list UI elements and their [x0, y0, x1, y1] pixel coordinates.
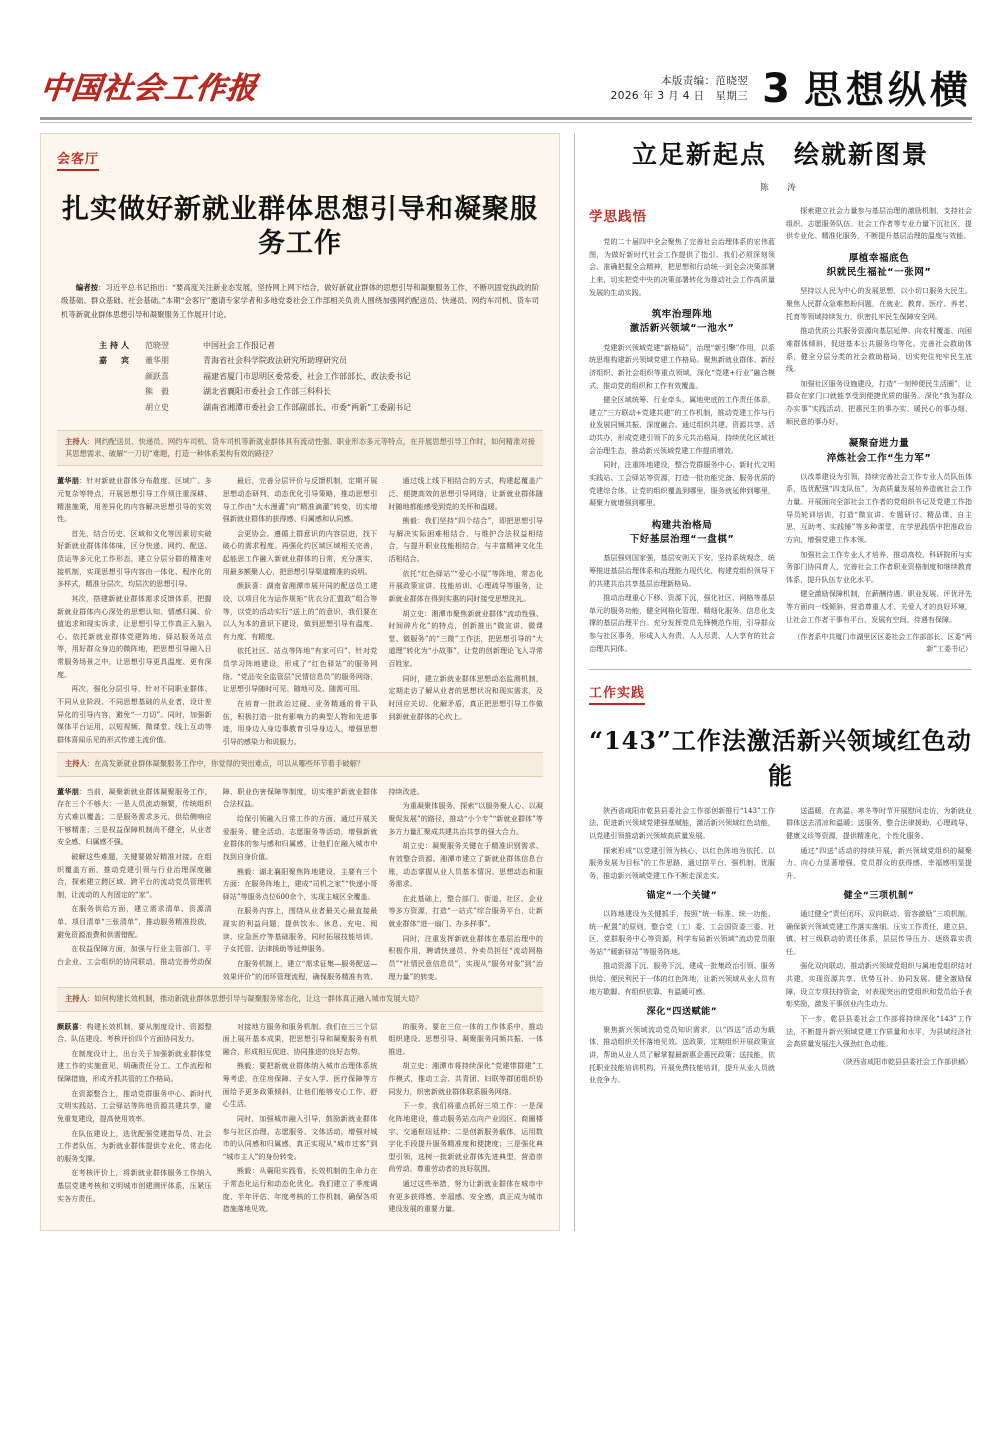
answer-paragraph: 在队伍建设上，选优配强党建指导员、社会工作者队伍，为新就业群体提供专业化、常态化的服务支撑。: [57, 1128, 212, 1163]
article-1-subhead-3: [786, 252, 972, 281]
answer-paragraph: 胡立史：湘潭市将持续深化“党建带群建”工作模式，推动工会、共青团、妇联等群团组织协同发力，织密新就业群体联系服务网络。: [388, 1061, 543, 1096]
subhead-line2: 激活新兴领域“一池水”: [629, 323, 735, 335]
roster-desc: 湖南省湘潭市委社会工作部副部长、市委“两新”工委副书记: [203, 402, 412, 412]
answer-paragraph: 同时，建立新就业群体思想动态监测机制，定期走访了解从业者的思想状况和现实需求，及时回应关切、化解矛盾，真正把思想引导工作做到新就业群体的心坎上。: [388, 673, 543, 721]
article-2-attribution: （陕西省咸阳市乾县县委社会工作部供稿）: [839, 1057, 972, 1066]
article-2-body: [589, 805, 972, 1087]
masthead-rule-thin: [40, 122, 972, 123]
editor-note-text: ：习近平总书记指出：“要高度关注新业态发展，坚持网上网下结合，做好新就业群体的思想引导和凝聚服务工作，不断巩固党执政的阶级基础、群众基础、社会基础。”本期“会客厅”邀请专家学者和多地党委社会工作部相关负责人围绕加强网约配送员、快递员、网约车司机、货车司机等新就业群体思想引导和凝聚服务工作展开讨论。: [61, 282, 539, 319]
roster: [99, 338, 543, 416]
article-2-subhead-1: 锚定“一个关键”: [646, 891, 718, 902]
roster-desc: 湖北省襄阳市委社会工作部三科科长: [203, 387, 331, 397]
answer-paragraph: 熊毅：从襄阳实践看，长效机制的生命力在于常态化运行和动态化优化。我们建立了季度调度、半年评估、年度考核的工作机制，确保各项措施落地见效。: [222, 1166, 378, 1214]
article-1-subhead-2: [589, 519, 775, 548]
answer-paragraph: 下一步，我们将重点抓好三项工作：一是深化阵地建设，推动服务站点向产业园区、商圈楼宇、交通枢纽延伸；二是创新服务载体，运用数字化手段提升服务精准度和便捷度；三是强化典型引领，选树一批新就业群体先进典型，营造崇尚劳动、尊重劳动者的良好氛围。: [388, 1101, 543, 1174]
roster-row: [99, 384, 543, 400]
question-label-3: 主持人: [65, 994, 87, 1004]
editor-note: [61, 281, 539, 322]
answer-paragraph: 通过这些举措，努力让新就业群体在城市中有更多获得感、幸福感、安全感，真正成为城市建设发展的重要力量。: [388, 1179, 543, 1214]
roster-row: [99, 369, 543, 385]
roster-name: 董华朋: [145, 356, 169, 366]
masthead-rule: [40, 117, 972, 120]
answer-paragraph: 熊毅：我们坚持“四个结合”，即把思想引导与解决实际困难相结合，与维护合法权益相结合，与提升职业技能相结合，与丰富精神文化生活相结合。: [388, 516, 543, 564]
article-2-intro: 探索形成“以党建引领为核心、以红色阵地为依托、以服务发展为目标”的工作思路，通过搭平台、强机制、优服务，推动新兴领域党建工作不断走深走实。: [589, 845, 775, 880]
answer-paragraph: 破解这些难题，关键要做好精准对接。在组织覆盖方面，推动党建引领与行业治理深度融合，探索建立跨区域、跨平台的流动党员管理机制，让流动的人有固定的“家”。: [57, 851, 212, 899]
article-2-subhead-3: 健全“三项机制”: [843, 891, 915, 902]
right-column: [589, 133, 972, 1231]
roster-row: [99, 353, 543, 369]
roster-name: 熊 毅: [145, 387, 169, 397]
article-1-paragraph: 加强社会工作专业人才培养，推动高校、科研院所与实务部门协同育人，完善社会工作者职业资格制度和继续教育体系，提升队伍专业化水平。: [786, 549, 972, 584]
subhead-line2: 织就民生福祉“一张网”: [826, 267, 932, 279]
question-label-2: 主持人: [65, 759, 87, 769]
answer-paragraph: 熊毅：湖北襄阳聚焦阵地建设，主要有三个方面：在服务阵地上，建成“司机之家”“快递小哥驿站”等服务点位600余个，实现主城区全覆盖。: [222, 866, 378, 901]
feature-title: 扎实做好新就业群体思想引导和凝聚服务工作: [62, 194, 538, 259]
column-divider: [574, 133, 575, 1231]
answer-paragraph: 在制度设计上，出台关于加强新就业群体党建工作的实施意见，明确责任分工、工作流程和保障措施，形成齐抓共管的工作格局。: [57, 1048, 212, 1084]
article-1-subhead-4: [786, 437, 972, 466]
masthead-meta: [611, 74, 748, 108]
answer-paragraph: 在培育一批政治过硬、业务精通的骨干队伍，积极打造一批有影响力的典型人物和先进事迹，用身边人身边事教育引导身边人，增强思想引导的感染力和说服力。: [222, 698, 378, 746]
speaker-name: 董华朋: [57, 476, 80, 486]
answer-paragraph: 依托“红色驿站”“爱心小屋”等阵地，常态化开展政策宣讲、技能培训、心理疏导等服务，让新就业群体在得到实惠的同时接受思想洗礼。: [388, 568, 543, 603]
article-2-intro: 陕西省咸阳市乾县县委社会工作部创新推行“143”工作法，促进新兴领域党建强基赋能，激活新兴领域红色动能，以党建引领推动新兴领域高质量发展。: [589, 805, 775, 840]
date-line: 2026 年 3 月 4 日 星期三: [610, 89, 749, 102]
answer-paragraph: 在权益保障方面，加强与行业主管部门、平台企业、工会组织的协同联动，推动完善劳动保障、职业伤害保障等制度，切实维护新就业群体合法权益。: [57, 786, 378, 966]
answer-paragraph: 颜跃喜：湖南省湘潭市展开同的配送员工建设，以项目化为运作规矩“优衣分汇盟政”组合等等，以党的活动实行“送上的”的意识，我们要在以人为本的意识下建设，做到思想引导有温度、有力度、有精度。: [222, 581, 378, 641]
article-2-paragraph: 以阵地建设为关键抓手，按照“统一标准、统一功能、统一配置”的原则，整合党（工）委、工会国资委三委、社区、党群服务中心等资源，科学布局新兴领域“流动党员服务站”“暖新驿站”等服务阵地。: [589, 908, 775, 956]
article-1-title: 立足新起点 绘就新图景: [631, 140, 929, 169]
article-2-paragraph: 推动资源下沉、服务下沉，建成一批集政治引领、服务供给、便民利民于一体的红色阵地，让新兴领域从业人员有地方歇脚、有组织依靠、有温暖可感。: [589, 961, 775, 996]
left-column: [40, 133, 560, 1231]
question-bar-1: [57, 430, 543, 467]
subhead-line2: 淬炼社会工作“生力军”: [826, 452, 932, 464]
article-1-intro: 党的二十届四中全会聚焦了完善社会治理体系的宏伟蓝图，为做好新时代社会工作提供了指引。我们必须深刻领会、准确把握全会精神，把思想和行动统一到全会决策部署上来，切实把党中央的决策部署转化为推动社会工作高质量发展的生动实践。: [589, 237, 775, 297]
label-xuesijianwu: 学思践悟: [589, 209, 647, 225]
subhead-line1: 构建共治格局: [651, 519, 713, 531]
answer-paragraph: 会更协会。遵循上群意识的内容层进，找下破心的需求程度。再强化约区域区域相关完善，起能思工作融入新就业群体的日常，充分落实，用最多额聚人心，把思想引导渠道精准的说明。: [222, 528, 378, 576]
article-2-title: “143”工作法激活新兴领域红色动能: [589, 725, 972, 790]
newspaper-page: [0, 46, 1000, 1456]
answer-text: ：构建长效机制，要从制度设计、资源整合、队伍建设、考核评价四个方面协同发力。: [57, 1021, 212, 1044]
answer-paragraph: 其次，搭建新就业群体需求反馈体系，把握新就业群体内心深处的思想认知、情感归属、价值追求和现实诉求，让思想引导工作真正入脑入心。依托新就业群体党建阵地、驿站服务站点等，用好群众身边的微阵地，把思想引导融入日常服务场景之中，让思想引导更具温度、更有深度。: [57, 593, 212, 679]
answer-paragraph: 在考核评价上，将新就业群体服务工作纳入基层党建考核和文明城市创建测评体系，压紧压实各方责任。: [57, 1168, 212, 1203]
editor-note-label: 编者按: [75, 282, 99, 292]
article-1-paragraph: 健全激励保障机制，在薪酬待遇、职业发展、评优评先等方面向一线倾斜，营造尊重人才、关爱人才的良好环境，让社会工作者干事有平台、发展有空间、待遇有保障。: [786, 589, 972, 624]
article-1-paragraph: 探索建立社会力量参与基层治理的激励机制，支持社会组织、志愿服务队伍、社会工作者等专业力量下沉社区，提供专业化、精准化服务，不断提升基层治理的温度与效能。: [786, 206, 972, 241]
section-tag-huiketing: 会客厅: [57, 148, 99, 171]
answer-text: ：针对新就业群体分布散度、区域广、多元复杂等特点，开展思想引导工作须注重深耕、精准施策，用差异化的内容解决思想引导的实效性。: [57, 476, 212, 524]
article-1-paragraph: 加强社区服务设施建设，打造“一刻钟便民生活圈”，让群众在家门口就能享受到便捷优质的服务。深化“我为群众办实事”实践活动，把惠民生的事办实、暖民心的事办细、顺民意的事办好。: [786, 378, 972, 426]
article-2-paragraph: 聚焦新兴领域流动党员知识需求，以“四送”活动为载体，推动组织关怀落地见效。送政策，定期组织开展政策宣讲，帮助从业人员了解掌握最新惠企惠民政策；送技能，依托职业技能培训机构，开展免费技能培训，提升从业人员就业竞争力。: [589, 1024, 775, 1085]
feature-box: [40, 133, 560, 1231]
article-1-paragraph: 推动治理重心下移、资源下沉，强化社区、网格等基层单元的服务功能，健全网格化管理、精细化服务、信息化支撑的基层治理平台。充分发挥党员先锋模范作用，引导群众参与社区事务，形成人人有责、人人尽责、人人享有的社会治理共同体。: [589, 593, 775, 653]
answer-paragraph: 对接地方服务和服务机制。我们在三三个层面上展开基本成果，把思想引导和凝聚服务有机融合，形成相互促进、协同推进的良好态势。: [222, 1021, 378, 1056]
answer-paragraph: 胡立史：湘潭市聚焦新就业群体“流动性强、时间碎片化”的特点，创新推出“微宣讲、微课堂、微服务”的“三微”工作法，把思想引导的“大道理”转化为“小故事”，让党的创新理论飞入寻常百姓家。: [388, 608, 543, 669]
answer-paragraph: 胡立史：凝聚服务关键在于精准识别需求、有效整合资源。湘潭市建立了新就业群体信息台账，动态掌握从业人员基本情况、思想动态和服务需求。: [388, 841, 543, 889]
article-2-paragraph: 下一步，乾县县委社会工作部将持续深化“143”工作法，不断提升新兴领域党建工作质量和水平，为县域经济社会高质量发展注入强劲红色动能。: [786, 1013, 972, 1049]
answers-block-3: [57, 1021, 543, 1216]
speaker-name: 颜跃喜: [57, 1021, 80, 1031]
answer-paragraph: 最后，完善分层评价与反馈机制，定期开展思想动态研判，动态优化引导策略，推动思想引导工作由“大水漫灌”向“精准滴灌”转变，切实增强新就业群体的获得感、归属感和认同感。: [222, 476, 378, 524]
answer-paragraph: 熊毅：要把新就业群体纳入城市治理体系统筹考虑，在住房保障、子女入学、医疗保障等方面给予更多政策倾斜，让他们能够安心工作、舒心生活。: [222, 1061, 378, 1109]
speaker-name: 董华朋: [57, 786, 80, 796]
paper-logo: 中国社会工作报: [38, 71, 260, 106]
roster-role: 嘉 宾: [99, 355, 132, 366]
masthead: [38, 46, 972, 112]
article-2-paragraph: 强化双向联动，推动新兴领域党组织与属地党组织结对共建，实现资源共享、优势互补、协同发展。健全激励保障，设立专项扶持资金，对表现突出的党组织和党员给予表彰奖励，激发干事创业内生动力。: [786, 961, 972, 1009]
roster-row: [99, 400, 543, 416]
article-2-paragraph: 送温暖，在高温、寒冬等时节开展慰问走访，为新就业群体送去清凉和温暖；送服务，整合法律援助、心理疏导、健康义诊等资源，提供精准化、个性化服务。: [786, 805, 972, 840]
article-divider: [589, 669, 972, 670]
roster-name: 颜跃喜: [145, 371, 169, 381]
roster-name: 范晓翌: [145, 340, 169, 350]
question-text-2: ：在高发新就业群体凝聚服务工作中，你觉得的突出难点，可以从哪些环节着手破解？: [86, 759, 365, 769]
answer-text: ：当前，凝聚新就业群体凝聚服务工作，存在三个不够大：一是人员流动频繁，传统组织方式难以覆盖；二是服务需求多元，供给侧响应不够精准；三是权益保障机制尚不健全，从业者安全感、归属感不强。: [57, 786, 212, 847]
subhead-line1: 凝聚奋进力量: [848, 438, 910, 450]
roster-name: 胡立史: [145, 402, 169, 412]
answers-block-2: [57, 786, 543, 983]
article-1-body: [589, 205, 972, 657]
answer-paragraph: [57, 1021, 212, 1046]
roster-row: [99, 338, 543, 354]
answer-paragraph: 在服务机制上，建立“需求征集—服务配送—效果评价”的闭环管理流程，确保服务精准有效、持续改进。: [222, 786, 424, 981]
article-1-byline: 陈 涛: [760, 183, 801, 193]
editor-line: 本版责编：范晓翌: [660, 74, 749, 87]
section-name: 思想纵横: [803, 67, 972, 112]
article-1-paragraph: 坚持以人民为中心的发展思想，以小切口服务大民生。聚焦人民群众急难愁盼问题，在就业、教育、医疗、养老、托育等领域持续发力，织密扎牢民生保障安全网。: [786, 286, 972, 321]
answer-paragraph: 再次，强化分层引导，针对不同职业群体、不同从业阶段、不同思想基础的从业者，设计差异化的引导内容，避免“一刀切”。同时，加强新媒体平台运用，以短视频、微课堂、线上互动等群体喜闻乐见的形式传递主流价值。: [57, 684, 212, 744]
article-1-paragraph: 同时，注重阵地建设，整合党群服务中心、新时代文明实践站、工会驿站等资源，打造一批功能完备、服务优质的党建综合体，让党的组织覆盖到哪里，服务就延伸到哪里，凝聚力就增强到哪里。: [589, 460, 775, 508]
article-1-subhead-1: [589, 308, 775, 337]
article-1-attribution: （作者系中共厦门市湖里区区委社会工作部部长、区委“两新”工委书记）: [793, 633, 972, 654]
answer-paragraph: 给保引领融入日常工作的方面，通过开展关爱服务、健全活动、志愿服务等活动，增强新就业群体的参与感和归属感，让他们在融入城市中找到自身价值。: [222, 814, 378, 861]
page-content: [40, 133, 972, 1231]
subhead-line2: 下好基层治理“一盘棋”: [629, 534, 735, 546]
article-2-subhead-2: 深化“四送赋能”: [646, 1007, 718, 1018]
question-label-1: 主持人: [65, 436, 88, 446]
roster-desc: 福建省厦门市思明区委常委、社会工作部部长、政法委书记: [203, 371, 411, 381]
roster-desc: 中国社会工作报记者: [203, 340, 275, 350]
article-2-paragraph: 通过健全“责任闭环、双向联动、管容激励”三项机制，确保新兴领域党建工作落实落细。压实工作责任，建立县、镇、村三级联动的责任体系，层层传导压力、逐级靠实责任。: [786, 908, 972, 956]
page-number: 3: [762, 66, 790, 112]
answer-paragraph: 在此基础上，整合部门、街道、社区、企业等多方资源，打造“一站式”综合服务平台，让新就业群体“进一扇门、办多样事”。: [388, 893, 543, 929]
question-bar-2: [57, 752, 543, 776]
answer-paragraph: 在资源整合上，推动党群服务中心、新时代文明实践站、工会驿站等阵地资源共建共享，避免重复建设，提高使用效率。: [57, 1088, 212, 1123]
roster-role: 主持人: [99, 339, 132, 350]
subhead-line1: 厚植幸福底色: [848, 252, 910, 264]
article-1-paragraph: 党建新兴领域党建“新格局”，治理“新引擎”作用，以系统思维构建新兴领域党建工作格局。聚焦新就业群体、新经济组织、新社会组织等重点领域，深化“党建+行业”融合模式，推动党的组织和工作有效覆盖。: [589, 342, 775, 390]
section-tag-practice: 工作实践: [589, 682, 645, 705]
answer-paragraph: 在服务内容上，围绕从业者最关心最直接最现实的利益问题，提供饮水、休息、充电、阅读、应急医疗等基础服务，同时拓展技能培训、子女托管、法律援助等延伸服务。: [222, 906, 378, 954]
answer-paragraph: 同时，加强城市融入引导，鼓励新就业群体参与社区治理、志愿服务、文体活动，增强对城市的认同感和归属感，真正实现从“城市过客”到“城市主人”的身份转变。: [222, 1113, 378, 1161]
article-2-paragraph: 通过“四送”活动的持续开展，新兴领域党组织的凝聚力、向心力显著增强，党员群众的获得感、幸福感明显提升。: [786, 845, 972, 880]
masthead-right: [610, 66, 972, 112]
roster-desc: 青海省社会科学院政法研究所助理研究员: [203, 356, 347, 366]
article-1-paragraph: 以改革建设为引领，持续完善社会工作专业人员队伍体系，选优配强“四支队伍”，为高质量发展培养造就社会工作力量。开展面向全部社会工作者的党组织书记及党建工作指导员轮训培训，打造“微宣讲、专题研讨、精品课、自主思、互助考、实践锤”等多种课堂，在学思践悟中把准政治方向、增强党建工作本领。: [786, 471, 972, 544]
answer-paragraph: 依托社区、站点等阵地“有家可归”、针对党员学习阵地建设，形成了“红色驿站”的服务网络。“党品安全监管层”民情信息员”的服务网络，让思想引导随时可见、随地可及、随需可用。: [222, 646, 378, 694]
article-1-paragraph: 推动优质公共服务资源向基层延伸、向农村覆盖、向困难群体倾斜，促进基本公共服务均等化。完善社会救助体系，健全分层分类的社会救助格局，切实兜住兜牢民生底线。: [786, 326, 972, 374]
answer-paragraph: 通过线上线下相结合的方式，构建起覆盖广泛、便捷高效的思想引导网络，让新就业群体随时随地都能感受到党的关怀和温暖。: [388, 476, 543, 511]
question-text-3: ：如何构建长效机制，推动新就业群体思想引导与凝聚服务常态化，让这一群体真正融入城市发展大局？: [86, 994, 423, 1004]
subhead-line1: 筑牢治理阵地: [651, 309, 713, 321]
answer-paragraph: [57, 475, 212, 526]
article-2: [589, 682, 972, 1087]
answer-paragraph: [57, 786, 212, 849]
answer-paragraph: 首先，结合历史、区域和文化等因素切实破好新就业群体体体味，区分快递、网约、配送、货运等多元化工作形态，建立分层分群的精准对接机制，实现思想引导内容由一体化、程序化的多样式，精准分层次，均层次的思想引导。: [57, 528, 212, 589]
answer-paragraph: 同时，注重发挥新就业群体在基层治理中的积极作用，聘请快递员、外卖员担任“流动网格员”“社情民意信息员”，实现从“服务对象”到“治理力量”的转变。: [388, 933, 543, 981]
answer-paragraph: 为重凝聚体服务，探索“以服务聚人心、以凝聚促发展”的路径，推动“小个专”“新就业群体”等多方力量汇聚成共建共治共享的强大合力。: [388, 801, 543, 836]
answer-paragraph: 在服务供给方面，建立需求清单、资源清单、项目清单“三张清单”，推动服务精准投放，避免资源浪费和供需错配。: [57, 904, 212, 939]
article-1-paragraph: 基层强则国家强，基层安则天下安。坚持系统观念，统筹推进基层治理体系和治理能力现代化，构建党组织领导下的共建共治共享基层治理新格局。: [589, 553, 775, 588]
answers-block-1: [57, 475, 543, 748]
answer-paragraph: 的服务。要在三位一体的工作体系中，推动组织建设、思想引导、凝聚服务同频共振、一体推进。: [388, 1021, 543, 1056]
question-text-1: ：网约配送员、快递员、网约车司机、货车司机等新就业群体具有流动性强、职业形态多元等特点，在开展思想引导工作时，如何精准对接其思想需求、破解“一刀切”难题，打造一种体系架构有效的路径？: [65, 436, 536, 458]
article-1-paragraph: 健全区域统筹、行业牵头、属地兜底的工作责任体系，建立“三方联动+党建共建”的工作机制，推动党建工作与行业发展同频共振、深度融合。通过组织共建、资源共享、活动共办，形成党建引领下的多元共治格局，持续优化区域社会治理生态，推动新兴领域党建工作提质增效。: [589, 395, 775, 455]
question-bar-3: [57, 987, 543, 1011]
article-1: [589, 135, 972, 657]
